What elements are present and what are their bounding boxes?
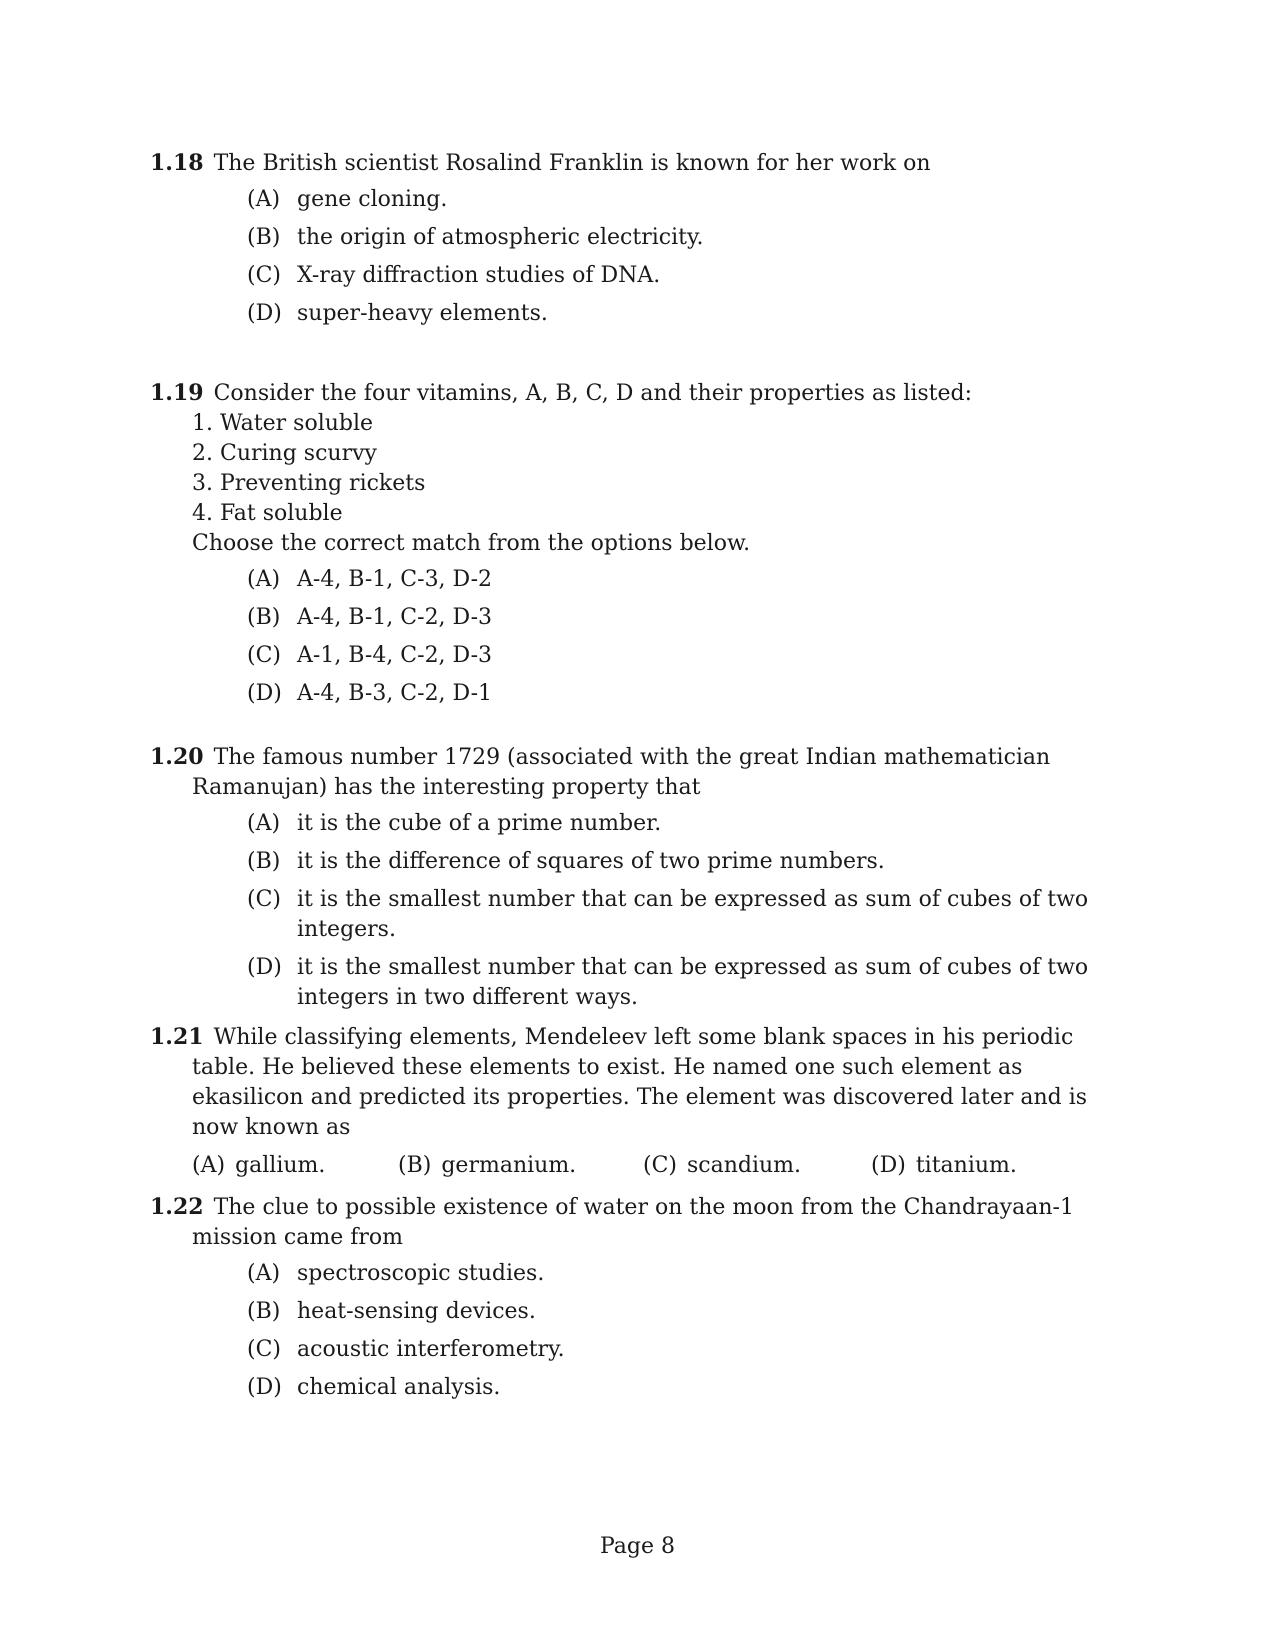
option-c	[643, 1151, 871, 1181]
instruction-text: Choose the correct match from the options below.	[192, 531, 751, 556]
property-list	[150, 409, 1130, 529]
option-c	[150, 641, 1130, 671]
option-d	[150, 299, 1130, 329]
option-b	[150, 223, 1130, 253]
option-label: (A)	[247, 567, 281, 592]
option-text: super-heavy elements.	[297, 301, 548, 326]
question-text	[150, 378, 1130, 409]
option-a	[150, 565, 1130, 595]
option-label: (D)	[247, 955, 282, 980]
option-label: (B)	[247, 605, 281, 630]
option-b	[150, 603, 1130, 633]
option-label: (D)	[247, 681, 282, 706]
option-b	[398, 1151, 643, 1181]
option-text: it is the difference of squares of two prime numbers.	[297, 849, 885, 874]
option-b	[150, 847, 1130, 877]
question-text	[150, 1022, 1130, 1143]
property-item: 2. Curing scurvy	[192, 441, 377, 466]
property-item: 1. Water soluble	[192, 411, 374, 436]
page-number: Page 8	[599, 1534, 676, 1559]
option-text: A-4, B-3, C-2, D-1	[297, 681, 493, 706]
option-b	[150, 1297, 1130, 1327]
option-list	[150, 1259, 1130, 1403]
option-label: (D)	[247, 1375, 282, 1400]
option-text: chemical analysis.	[297, 1375, 501, 1400]
question-1-19	[150, 378, 1130, 717]
option-label: (B)	[247, 1299, 281, 1324]
question-stem: Consider the four vitamins, A, B, C, D and their properties as listed:	[213, 381, 973, 406]
question-1-21	[150, 1022, 1130, 1181]
question-1-22	[150, 1192, 1130, 1411]
option-c	[150, 261, 1130, 291]
option-label: (A)	[247, 187, 281, 212]
question-1-18	[150, 148, 1130, 337]
option-c	[150, 1335, 1130, 1365]
option-list	[150, 185, 1130, 329]
question-text	[150, 1192, 1130, 1253]
question-number: 1.18	[150, 150, 204, 176]
question-number: 1.22	[150, 1194, 204, 1220]
question-number: 1.21	[150, 1024, 204, 1050]
option-label: (A)	[192, 1153, 226, 1178]
option-label: (C)	[643, 1153, 677, 1178]
question-stem: While classifying elements, Mendeleev left some blank spaces in his periodic table. He believed these elements to exist. He named one such element as ekasilicon and predicted its properties. The element was discovered later and is now known as	[192, 1025, 1088, 1140]
option-a	[192, 1151, 398, 1181]
option-text: germanium.	[441, 1153, 577, 1178]
option-d	[150, 679, 1130, 709]
option-text: titanium.	[915, 1153, 1017, 1178]
option-text: spectroscopic studies.	[297, 1261, 545, 1286]
option-label: (D)	[871, 1153, 906, 1178]
property-item: 4. Fat soluble	[192, 501, 343, 526]
option-label: (B)	[247, 849, 281, 874]
option-d	[150, 953, 1130, 1013]
option-text: it is the smallest number that can be expressed as sum of cubes of two integers.	[297, 887, 1089, 942]
option-row	[192, 1151, 1130, 1181]
option-text: A-4, B-1, C-3, D-2	[297, 567, 493, 592]
option-label: (A)	[247, 1261, 281, 1286]
question-number: 1.19	[150, 380, 204, 406]
option-d	[871, 1151, 1017, 1181]
option-list	[150, 565, 1130, 709]
option-list	[150, 809, 1130, 1013]
option-label: (C)	[247, 263, 281, 288]
option-text: it is the smallest number that can be expressed as sum of cubes of two integers in two different ways.	[297, 955, 1089, 1010]
option-text: acoustic interferometry.	[297, 1337, 565, 1362]
question-stem: The British scientist Rosalind Franklin is known for her work on	[213, 151, 931, 176]
option-text: gene cloning.	[297, 187, 448, 212]
option-label: (C)	[247, 887, 281, 912]
question-1-20	[150, 742, 1130, 1021]
option-a	[150, 1259, 1130, 1289]
question-number: 1.20	[150, 744, 204, 770]
option-text: A-4, B-1, C-2, D-3	[297, 605, 493, 630]
option-label: (A)	[247, 811, 281, 836]
option-label: (C)	[247, 643, 281, 668]
option-text: scandium.	[687, 1153, 802, 1178]
question-stem: The famous number 1729 (associated with the great Indian mathematician Ramanujan) has the interesting property that	[192, 745, 1051, 800]
question-text	[150, 148, 1130, 179]
question-text	[150, 742, 1130, 803]
option-text: X-ray diffraction studies of DNA.	[297, 263, 661, 288]
option-label: (C)	[247, 1337, 281, 1362]
option-text: gallium.	[235, 1153, 326, 1178]
question-stem: The clue to possible existence of water on the moon from the Chandrayaan-1 mission came from	[192, 1195, 1074, 1250]
option-text: it is the cube of a prime number.	[297, 811, 662, 836]
option-label: (B)	[398, 1153, 432, 1178]
option-text: A-1, B-4, C-2, D-3	[297, 643, 493, 668]
option-a	[150, 185, 1130, 215]
option-c	[150, 885, 1130, 945]
option-a	[150, 809, 1130, 839]
option-text: the origin of atmospheric electricity.	[297, 225, 704, 250]
option-d	[150, 1373, 1130, 1403]
option-text: heat-sensing devices.	[297, 1299, 536, 1324]
option-label: (D)	[247, 301, 282, 326]
property-item: 3. Preventing rickets	[192, 471, 426, 496]
option-label: (B)	[247, 225, 281, 250]
